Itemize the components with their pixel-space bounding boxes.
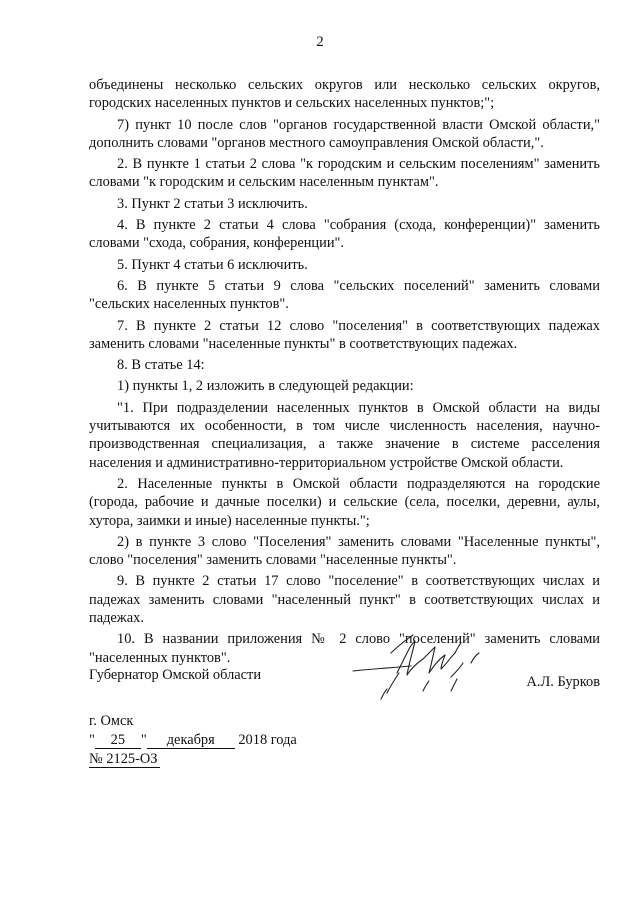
handwritten-signature (351, 633, 511, 733)
paragraph-item-4: 4. В пункте 2 статьи 4 слова "собрания (схода, конференции)" заменить словами "схода, собрания, конференции". (89, 217, 600, 252)
date-month: декабря (147, 733, 235, 749)
paragraph-item-7: 7. В пункте 2 статьи 12 слово "поселения" в соответствующих падежах заменить словами "населенные пункты" в соответствующих падежах. (89, 317, 600, 352)
paragraph-item-8: 8. В статье 14: (117, 357, 205, 374)
paragraph-item-3: 3. Пункт 2 статьи 3 исключить. (117, 195, 308, 212)
date-quote-close: " (140, 732, 147, 748)
paragraph-quoted-2: 2. Населенные пункты в Омской области подразделяются на городские (города, рабочие и дачные поселки) и сельские (села, поселки, деревни, аулы, хутора, заимки и иные) населенные пункты."; (89, 475, 600, 529)
law-number-prefix: № (89, 751, 103, 767)
paragraph-continuation: объединены несколько сельских округов или несколько сельских округов, городских населенных пунктов и сельских населенных пунктов;"; (89, 77, 600, 112)
paragraph-quoted-1: "1. При подразделении населенных пунктов в Омской области на виды учитываются их особенности, в том числе численность населения, научно-производственная специализация, а также значение в системе расселения населения и административно-территориальном устройстве Омской области. (89, 399, 600, 471)
paragraph-item-10: 10. В названии приложения № 2 слово "поселений" заменить словами "населенных пунктов". (89, 631, 600, 666)
document-body (89, 76, 600, 670)
paragraph-subitem-7: 7) пункт 10 после слов "органов государственной власти Омской области," дополнить словами "органов местного самоуправления Омской области,". (89, 116, 600, 151)
page-number: 2 (316, 34, 324, 50)
paragraph-subitem-1: 1) пункты 1, 2 изложить в следующей редакции: (117, 378, 414, 395)
place-of-signing: г. Омск (89, 713, 134, 729)
signatory-name: А.Л. Бурков (526, 674, 600, 690)
date-quote-open: " (89, 732, 95, 748)
paragraph-item-6: 6. В пункте 5 статьи 9 слова "сельских поселений" заменить словами "сельских населенных пунктов". (89, 277, 600, 313)
law-number-line (89, 750, 297, 769)
paragraph-subitem-2: 2) в пункте 3 слово "Поселения" заменить словами "Населенные пункты", слово "поселения" заменить словами "населенные пункты". (89, 533, 600, 569)
paragraph-item-5: 5. Пункт 4 статьи 6 исключить. (117, 256, 308, 273)
paragraph-item-9: 9. В пункте 2 статьи 17 слово "поселение" в соответствующих числах и падежах заменить словами "населенный пункт" в соответствующих числах и падежах. (89, 573, 600, 627)
date-day: 25 (95, 733, 141, 749)
date-line (89, 731, 297, 750)
law-number: 2125-ОЗ (106, 751, 158, 767)
date-year: 2018 года (238, 732, 297, 748)
paragraph-item-2: 2. В пункте 1 статьи 2 слова "к городским и сельским поселениям" заменить словами "к городским и сельским населенным пунктам". (89, 156, 600, 191)
document-footer (89, 712, 297, 769)
signatory-title: Губернатор Омской области (89, 667, 262, 683)
